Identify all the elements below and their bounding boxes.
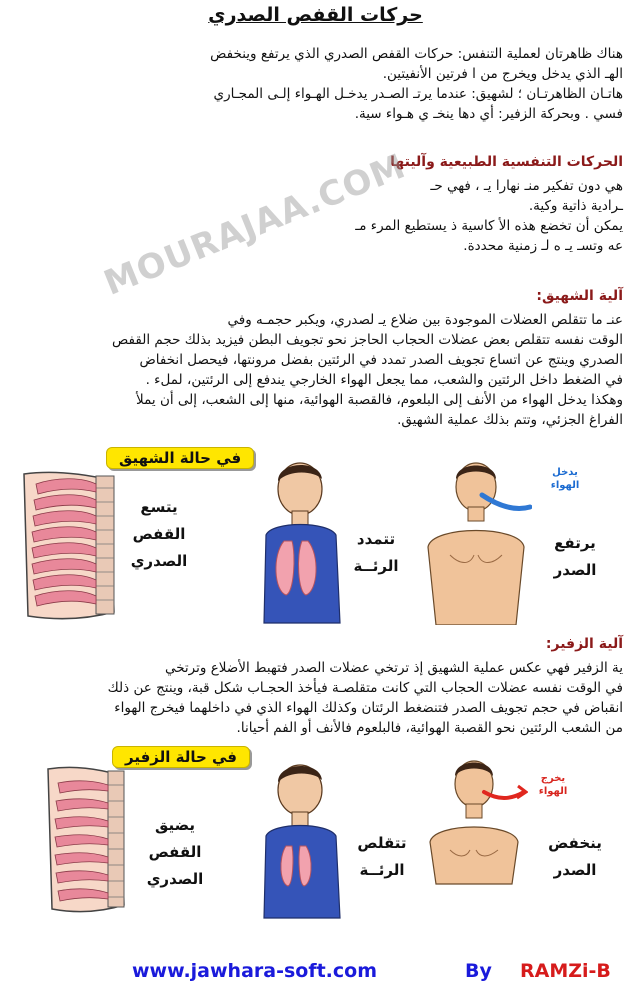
exhale-heading: آلية الزفير: [545, 636, 623, 652]
air-note-line: الهواء [550, 480, 580, 491]
ribcage-label-line: الصدري [130, 552, 188, 570]
chest-label-line: ينخفض [548, 834, 602, 852]
exhale-paragraph [8, 658, 623, 738]
air-exits-note [528, 772, 578, 798]
natural-line: يمكن أن تخضع هذه الأ كاسية ذ يستطيع المرء مـ [355, 218, 623, 234]
exhale-line: من الشعب الرئتين نحو القصبة الهوائية، فالبلعوم فالأنف أو الفم أحيانا. [236, 720, 623, 736]
air-enters-note [540, 466, 590, 492]
inhale-badge: في حالة الشهيق [106, 447, 254, 469]
air-note-line: يدخل [552, 467, 578, 478]
man-chest-lowered-illustration [420, 754, 528, 920]
ribcage-label-line: القفص [132, 525, 186, 543]
watermark: MOURAJAA.COM [98, 146, 412, 304]
boy-lungs-contracted-illustration [262, 758, 342, 920]
man-chest-raised-illustration [420, 455, 532, 625]
air-note-line: الهواء [538, 786, 568, 797]
footer-author: RAMZi-B [520, 960, 611, 982]
ribcage-contract-label [140, 812, 210, 893]
intro-line: هناك ظاهرتان لعملية التنفس: حركات القفص الصدري الذي يرتفع وينخفض [210, 46, 623, 62]
lungs-expand-label [340, 526, 412, 580]
ribcage-label-line: يضيق [154, 816, 196, 834]
chest-label-line: يرتفع [554, 534, 596, 552]
inhale-line: الوقت نفسه تتقلص بعض عضلات الحجاب الحاجز نحو تجويف البطن فيزيد بذلك حجم القفص [112, 332, 623, 348]
inhale-paragraph [8, 310, 623, 430]
air-note-line: يخرج [540, 773, 566, 784]
ribcage-expand-label [124, 494, 194, 575]
lungs-label-line: الرئــة [359, 861, 405, 879]
ribcage-label-line: يتسع [140, 498, 178, 516]
inhale-line: وهكذا يدخل الهواء من الأنف إلى البلعوم، فالقصبة الهوائية، منها إلى الشعب، إلى أن يملأ [136, 392, 623, 408]
natural-line: عه وتسـ يـ ه لـ زمنية محددة. [463, 238, 623, 254]
lungs-label-line: الرئــة [353, 557, 399, 575]
exhale-line: في الوقت نفسه عضلات الحجاب التي كانت متقلصـة فيأخذ الحجـاب شكل قبة، وينتج عن ذلك [107, 680, 623, 696]
natural-line: ـرادية ذاتية وكية. [528, 198, 623, 214]
chest-label-line: الصدر [553, 861, 597, 879]
chest-raise-label [542, 530, 608, 584]
chest-lower-label [540, 830, 610, 884]
ribcage-contracted-illustration [40, 765, 132, 915]
inhale-line: الصدري وينتج عن اتساع تجويف الصدر تمدد في الرئتين بفضل مرونتها، فيحصل انخفاض [139, 352, 623, 368]
intro-paragraph [8, 44, 623, 124]
lungs-label-line: تتقلص [357, 834, 407, 852]
chest-label-line: الصدر [553, 561, 597, 579]
footer [0, 960, 631, 986]
natural-line: هي دون تفكير منـ نهارا يـ ، فهي حـ [430, 178, 623, 194]
ribcage-label-line: القفص [148, 843, 202, 861]
natural-heading: الحركات التنفسية الطبيعية وآليتها [390, 154, 623, 170]
footer-by: By [465, 960, 492, 982]
footer-site-link[interactable]: www.jawhara-soft.com [132, 960, 378, 982]
inhale-line: في الضغط داخل الرئتين والشعب، مما يجعل الهواء الخارجي يندفع إلى الرئتين، لملء . [145, 372, 623, 388]
inhale-line: عنـ ما تتقلص العضلات الموجودة بين ضلاع يـ لصدري، ويكبر حجمـه وفي [227, 312, 623, 328]
lungs-contract-label [346, 830, 418, 884]
lungs-label-line: تتمدد [356, 530, 396, 548]
intro-line: الهـ الذي يدخل ويخرج من ا فرتين الأنفيتين. [382, 66, 623, 82]
intro-line: فسي . وبحركة الزفير: أي دها ينخـ ي هـواء سية. [354, 106, 623, 122]
ribcage-expanded-illustration [14, 470, 124, 622]
ribcage-label-line: الصدري [146, 870, 204, 888]
page-title: حركات القفص الصدري [208, 4, 423, 26]
exhale-line: انقباض في حجم تجويف الصدر فتنضغط الرئتان وكذلك الهواء الذي في داخلهما فيخرج الهواء [114, 700, 623, 716]
exhale-badge: في حالة الزفير [112, 746, 250, 768]
inhale-line: الفراغ الجزئي، وتتم بذلك عملية الشهيق. [397, 412, 623, 428]
boy-lungs-expanded-illustration [262, 455, 342, 625]
inhale-heading: آلية الشهيق: [536, 288, 623, 304]
intro-line: هاتـان الظاهرتـان ؛ لشهيق: عندما يرتـ الصـدر يدخـل الهـواء إلـى المجـاري [213, 86, 623, 102]
exhale-line: ية الزفير فهي عكس عملية الشهيق إذ ترتخي عضلات الصدر فتهبط الأضلاع وترتخي [164, 660, 623, 676]
